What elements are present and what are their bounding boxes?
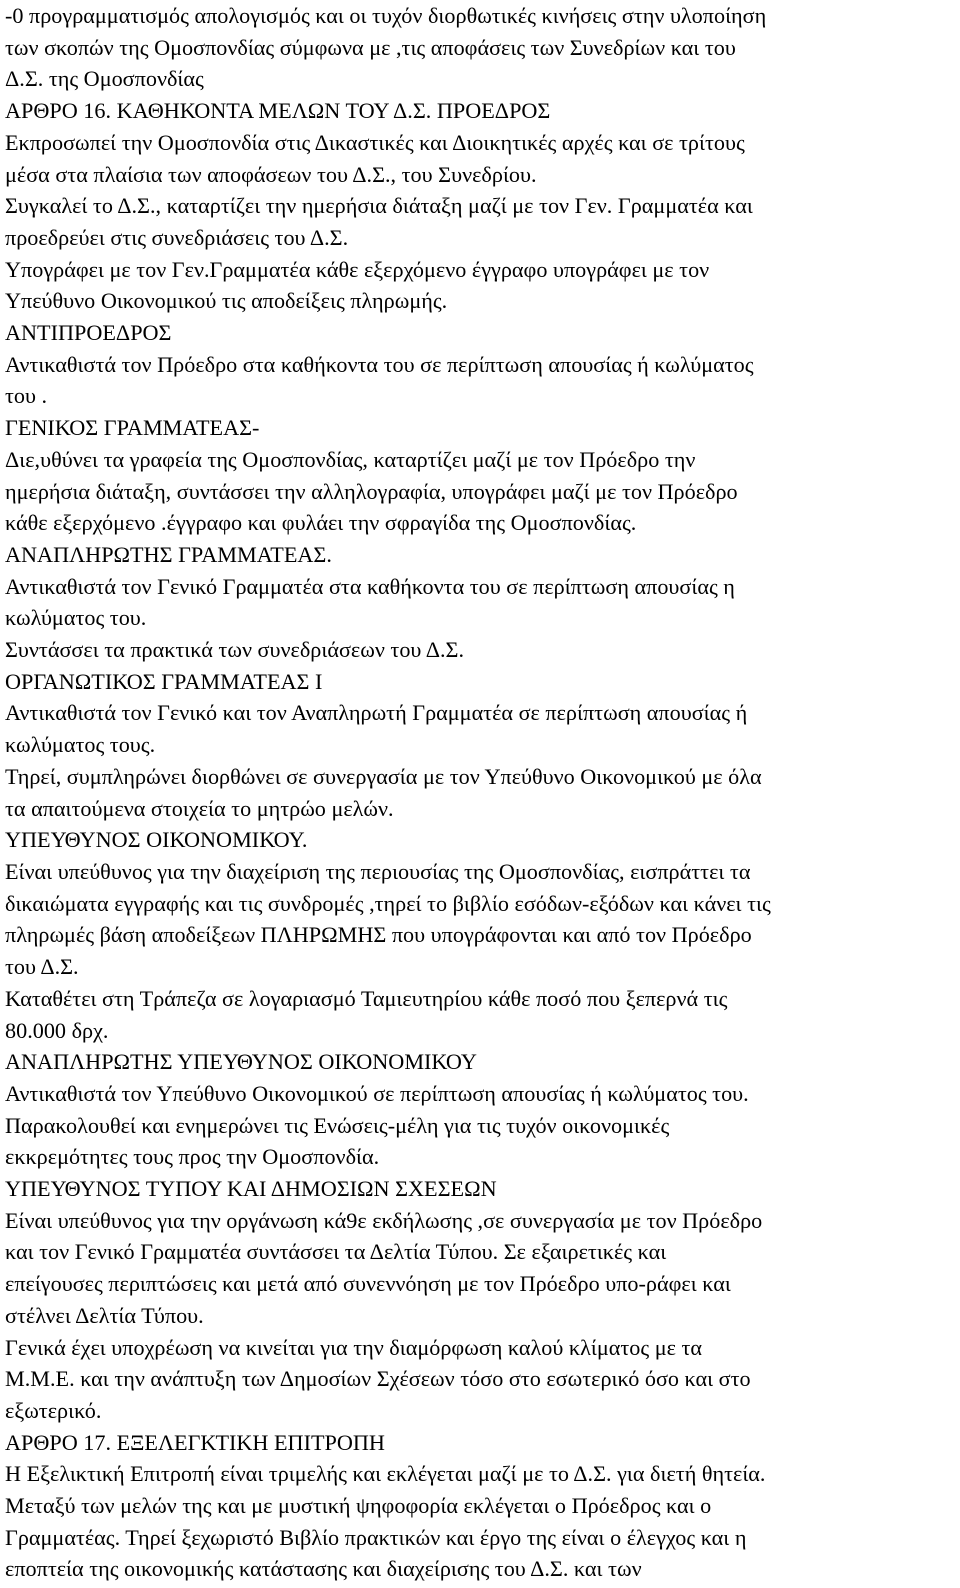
text-line: εποπτεία της οικονομικής κατάστασης και διαχείρισης του Δ.Σ. και των: [5, 1556, 642, 1582]
text-line: κωλύματος τους.: [5, 732, 156, 758]
text-line: Η Εξελικτική Επιτροπή είναι τριμελής και εκλέγεται μαζί με το Δ.Σ. για διετή θητεία.: [5, 1461, 766, 1487]
text-line: Διε,υθύνει τα γραφεία της Ομοσπονδίας, καταρτίζει μαζί με τον Πρόεδρο την: [5, 446, 696, 472]
text-line: ημερήσια διάταξη, συντάσσει την αλληλογραφία, υπογράφει μαζί με τον Πρόεδρο: [5, 478, 738, 504]
text-line: Μ.Μ.Ε. και την ανάπτυξη των Δημοσίων Σχέσεων τόσο στο εσωτερικό όσο και στο: [5, 1366, 751, 1392]
text-line: ΑΝΑΠΛΗΡΩΤΗΣ ΥΠΕΥΘΥΝΟΣ ΟΙΚΟΝΟΜΙΚΟΥ: [5, 1049, 477, 1075]
text-line: του Δ.Σ.: [5, 954, 79, 980]
text-line: κωλύματος του.: [5, 605, 147, 631]
text-line: Αντικαθιστά τον Γενικό και τον Αναπληρωτή Γραμματέα σε περίπτωση απουσίας ή: [5, 700, 748, 726]
text-line: προεδρεύει στις συνεδριάσεις του Δ.Σ.: [5, 224, 349, 250]
text-line: ΑΝΤΙΠΡΟΕΔΡΟΣ: [5, 320, 172, 346]
text-line: μέσα στα πλαίσια των αποφάσεων του Δ.Σ., του Συνεδρίου.: [5, 161, 537, 187]
text-line: Συγκαλεί το Δ.Σ., καταρτίζει την ημερήσια διάταξη μαζί με τον Γεν. Γραμματέα και: [5, 193, 753, 219]
text-line: ΓΕΝΙΚΟΣ ΓΡΑΜΜΑΤΕΑΣ-: [5, 415, 260, 441]
text-line: 80.000 δρχ.: [5, 1017, 109, 1043]
text-line: ΥΠΕΥΘΥΝΟΣ ΤΥΠΟΥ ΚΑΙ ΔΗΜΟΣΙΩΝ ΣΧΕΣΕΩΝ: [5, 1176, 497, 1202]
text-line: Αντικαθιστά τον Υπεύθυνο Οικονομικού σε περίπτωση απουσίας ή κωλύματος του.: [5, 1080, 749, 1106]
text-line: δικαιώματα εγγραφής και τις συνδρομές ,τηρεί το βιβλίο εσόδων-εξόδων και κάνει τις: [5, 890, 771, 916]
text-line: τα απαιτούμενα στοιχεία το μητρώο μελών.: [5, 795, 394, 821]
text-line: πληρωμές βάση αποδείξεων ΠΛΗΡΩΜΗΣ που υπογράφονται και από τον Πρόεδρο: [5, 922, 752, 948]
text-line: Συντάσσει τα πρακτικά των συνεδριάσεων του Δ.Σ.: [5, 637, 465, 663]
text-line: Καταθέτει στη Τράπεζα σε λογαριασμό Ταμιευτηρίου κάθε ποσό που ξεπερνά τις: [5, 985, 728, 1011]
document-body: [5, 0, 956, 1585]
text-line: επείγουσες περιπτώσεις και μετά από συνεννόηση με τον Πρόεδρο υπο-ράφει και: [5, 1271, 731, 1297]
text-line: Μεταξύ των μελών της και με μυστική ψηφοφορία εκλέγεται ο Πρόεδρος και ο: [5, 1493, 712, 1519]
text-line: Τηρεί, συμπληρώνει διορθώνει σε συνεργασία με τον Υπεύθυνο Οικονομικού με όλα: [5, 763, 762, 789]
text-line: ΑΡΘΡΟ 17. ΕΞΕΛΕΓΚΤΙΚΗ ΕΠΙΤΡΟΠΗ: [5, 1429, 385, 1455]
text-line: Γενικά έχει υποχρέωση να κινείται για την διαμόρφωση καλού κλίματος με τα: [5, 1334, 702, 1360]
text-line: ΑΡΘΡΟ 16. ΚΑΘΗΚΟΝΤΑ ΜΕΛΩΝ ΤΟΥ Δ.Σ. ΠΡΟΕΔΡΟΣ: [5, 98, 551, 124]
text-line: ΑΝΑΠΛΗΡΩΤΗΣ ΓΡΑΜΜΑΤΕΑΣ.: [5, 541, 332, 567]
text-line: εξωτερικό.: [5, 1397, 102, 1423]
text-line: Αντικαθιστά τον Πρόεδρο στα καθήκοντα του σε περίπτωση απουσίας ή κωλύματος: [5, 351, 754, 377]
text-line: στέλνει Δελτία Τύπου.: [5, 1302, 204, 1328]
text-line: των σκοπών της Ομοσπονδίας σύμφωνα με ,τις αποφάσεις των Συνεδρίων και του: [5, 34, 736, 60]
text-line: -0 προγραμματισμός απολογισμός και οι τυχόν διορθωτικές κινήσεις στην υλοποίηση: [5, 3, 767, 28]
text-line: Γραμματέας. Τηρεί ξεχωριστό Βιβλίο πρακτικών και έργο της είναι ο έλεγχος και η: [5, 1524, 747, 1550]
text-line: κάθε εξερχόμενο .έγγραφο και φυλάει την σφραγίδα της Ομοσπονδίας.: [5, 510, 637, 536]
text-line: του .: [5, 383, 48, 409]
text-line: Αντικαθιστά τον Γενικό Γραμματέα στα καθήκοντα του σε περίπτωση απουσίας η: [5, 573, 735, 599]
text-line: Υπογράφει με τον Γεν.Γραμματέα κάθε εξερχόμενο έγγραφο υπογράφει με τον: [5, 256, 710, 282]
text-line: Παρακολουθεί και ενημερώνει τις Ενώσεις-μέλη για τις τυχόν οικονομικές: [5, 1112, 670, 1138]
text-line: Υπεύθυνο Οικονομικού τις αποδείξεις πληρωμής.: [5, 288, 448, 314]
text-line: Είναι υπεύθυνος για την διαχείριση της περιουσίας της Ομοσπονδίας, εισπράττει τα: [5, 858, 751, 884]
text-line: και τον Γενικό Γραμματέα συντάσσει τα Δελτία Τύπου. Σε εξαιρετικές και: [5, 1239, 667, 1265]
text-line: εκκρεμότητες τους προς την Ομοσπονδία.: [5, 1144, 380, 1170]
text-line: Δ.Σ. της Ομοσπονδίας: [5, 66, 204, 92]
text-line: ΥΠΕΥΘΥΝΟΣ ΟΙΚΟΝΟΜΙΚΟΥ.: [5, 827, 308, 853]
text-line: ΟΡΓΑΝΩΤΙΚΟΣ ΓΡΑΜΜΑΤΕΑΣ Ι: [5, 668, 323, 694]
text-line: Είναι υπεύθυνος για την οργάνωση κά9ε εκδήλωσης ,σε συνεργασία με τον Πρόεδρο: [5, 1207, 763, 1233]
text-line: Εκπροσωπεί την Ομοσπονδία στις Δικαστικές και Διοικητικές αρχές και σε τρίτους: [5, 129, 745, 155]
